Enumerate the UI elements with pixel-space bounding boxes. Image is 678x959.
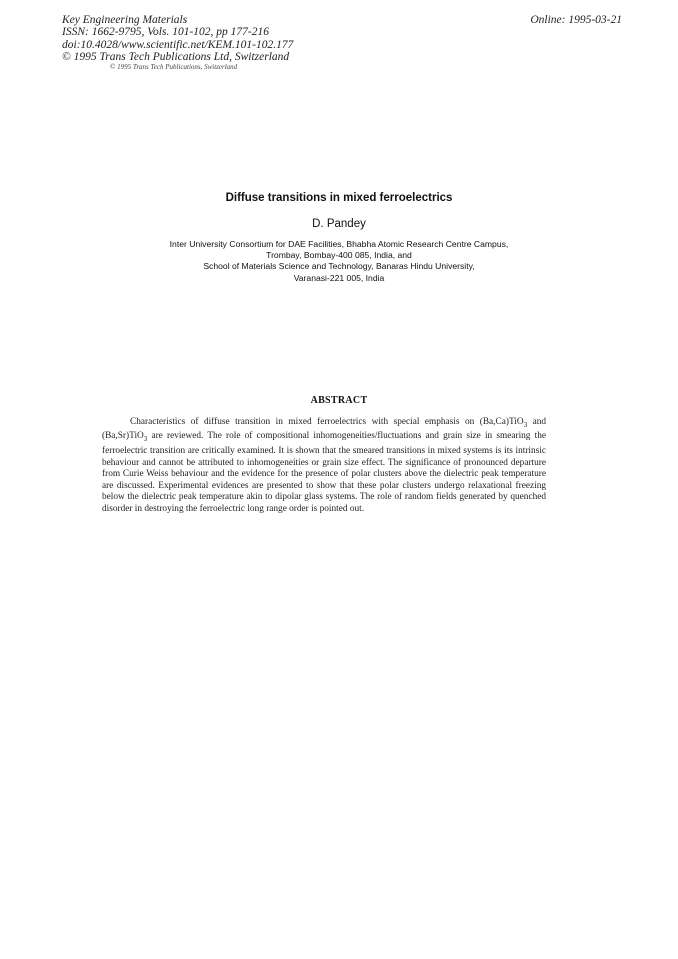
affiliation-line: Varanasi-221 005, India <box>293 272 385 283</box>
publication-header <box>62 14 293 64</box>
doi-line[interactable]: doi:10.4028/www.scientific.net/KEM.101-102.177 <box>62 38 294 51</box>
affiliation-line: Inter University Consortium for DAE Facilities, Bhabha Atomic Research Centre Campus, <box>169 239 509 249</box>
affiliation-line: Trombay, Bombay-400 085, India, and <box>266 250 412 261</box>
publisher-stamp: © 1995 Trans Tech Publications, Switzerland <box>110 63 238 71</box>
author-affiliation <box>0 239 678 284</box>
paper-author: D. Pandey <box>312 218 366 230</box>
journal-name: Key Engineering Materials <box>62 14 188 26</box>
abstract-text: Characteristics of diffuse transition in mixed ferroelectrics with special emphasis on (Ba,Ca)TiO$_3$ and (Ba,Sr)TiO$_3$ are reviewed. The role of compositional inhomogeneities/fluctuations and grain size in smearing the ferroelectric transition are critically examined. It is shown that the smeared transitions in mixed systems is its intrinsic behaviour and cannot be attributed to inhomogeneities or grain size effect. The significance of pronounced departure from Curie Weiss behaviour and the evidence for the presence of polar clusters above the dielectric peak temperature are discussed. Experimental evidences are presented to show that these polar clusters undergo relaxational freezing below the dielectric peak temperature akin to dipolar glass systems. The role of random fields generated by quenched disorder in destroying the ferroelectric long range order is pointed out. <box>102 417 546 514</box>
online-date: Online: 1995-03-21 <box>530 14 622 26</box>
copyright-line: © 1995 Trans Tech Publications Ltd, Switzerland <box>62 51 290 64</box>
issn-line: ISSN: 1662-9795, Vols. 101-102, pp 177-216 <box>62 26 269 39</box>
abstract-heading: ABSTRACT <box>310 395 368 406</box>
affiliation-line: School of Materials Science and Technology, Banaras Hindu University, <box>203 261 475 272</box>
paper-title: Diffuse transitions in mixed ferroelectrics <box>225 192 453 204</box>
